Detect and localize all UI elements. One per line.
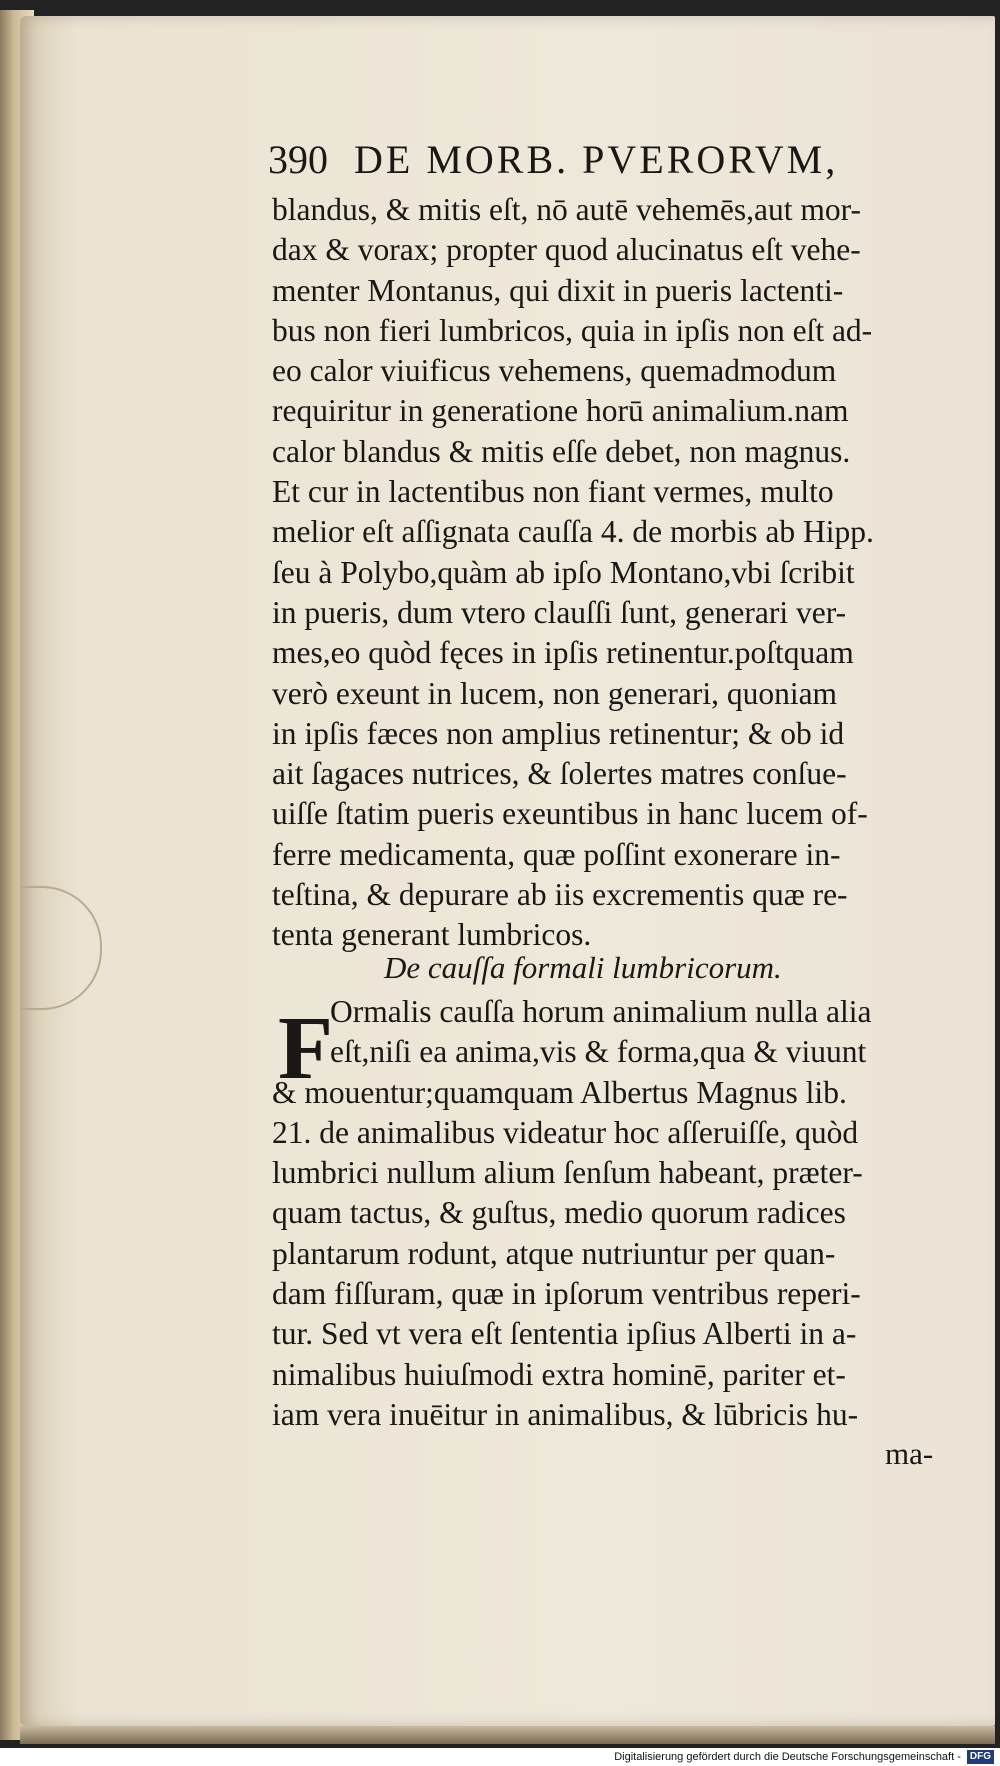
text-line: iam vera inuēitur in animalibus, & lūbricis hu- [272,1396,859,1432]
text-line: ferre medicamenta, quæ poſſint exonerare in- [272,836,841,872]
page-clip [20,886,102,1010]
text-line: tenta generant lumbricos. [272,917,592,953]
text-line: blandus, & mitis eſt, nō autē vehemēs,aut mor- [272,192,861,227]
drop-cap: F [278,999,333,1098]
text-line: menter Montanus, qui dixit in pueris lactenti- [272,272,844,308]
text-line: Et cur in lactentibus non fiant vermes, multo [272,474,834,510]
text-line: plantarum rodunt, atque nutriuntur per quan- [272,1235,836,1271]
text-line: dax & vorax; propter quod alucinatus eſt vehe- [272,232,861,268]
text-line: dam fiſſuram, quæ in ipſorum ventribus reperi- [272,1276,861,1312]
text-line: lumbrici nullum alium ſenſum habeant, præter- [272,1155,863,1191]
text-line: bus non fieri lumbricos, quia in ipſis non eſt ad- [272,312,873,348]
text-line: uiſſe ſtatim pueris exeuntibus in hanc lucem of- [272,796,868,832]
section-heading: De cauſſa formali lumbricorum. [384,950,782,985]
text-line: nimalibus huiuſmodi extra hominē, pariter et- [272,1356,846,1392]
text-line: requiritur in generatione horū animalium.nam [272,393,849,429]
running-head-title: DE MORB. PVERORVM, [354,137,839,182]
text-line: & mouentur;quamquam Albertus Magnus lib. [272,1074,847,1110]
page-edge-bottom [20,1726,995,1744]
text-line: in pueris, dum vtero clauſſi ſunt, generari ver- [272,594,847,630]
footer-credit: Digitalisierung gefördert durch die Deutsche Forschungsgemeinschaft - [614,1751,961,1763]
text-line: eo calor viuificus vehemens, quemadmodum [272,353,837,389]
paragraph-2 [272,992,942,1435]
text-line: verò exeunt in lucem, non generari, quoniam [272,675,838,711]
page-number: 390 [268,137,328,182]
paragraph-1 [272,190,942,956]
text-line: in ipſis fæces non amplius retinentur; & ob id [272,715,845,751]
text-line: 21. de animalibus videatur hoc aſſeruiſſe, quòd [272,1114,859,1150]
text-line: quam tactus, & guſtus, medio quorum radices [272,1195,846,1231]
text-line: ait ſagaces nutrices, & ſolertes matres conſue- [272,756,847,792]
text-line: tur. Sed vt vera eſt ſententia ipſius Alberti in a- [272,1316,857,1352]
running-header [268,136,908,183]
digitization-footer [0,1748,1000,1766]
text-line: calor blandus & mitis eſſe debet, non magnus. [272,433,851,469]
catchword: ma- [885,1436,934,1471]
text-line: ſeu à Polybo,quàm ab ipſo Montano,vbi ſcribit [272,554,855,590]
text-line: teſtina, & depurare ab iis excrementis quæ re- [272,877,848,913]
text-line: Ormalis cauſſa horum animalium nulla alia [330,994,872,1029]
text-line: melior eſt aſſignata cauſſa 4. de morbis ab Hipp. [272,514,874,550]
text-line: eſt,niſi ea anima,vis & forma,qua & viuunt [330,1034,867,1070]
dfg-logo: DFG [967,1750,994,1764]
text-line: mes,eo quòd fęces in ipſis retinentur.poſtquam [272,635,854,671]
